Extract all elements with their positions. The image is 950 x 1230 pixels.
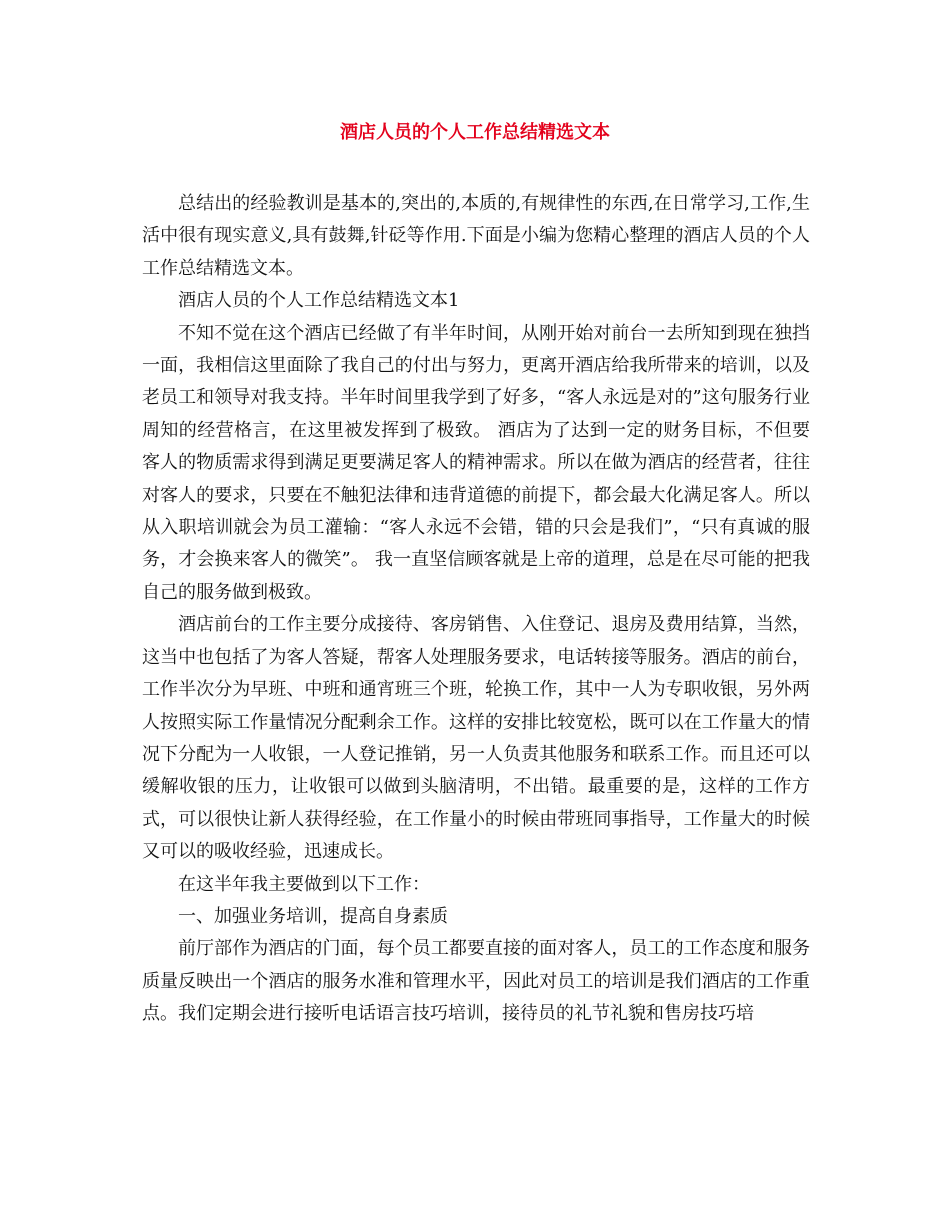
document-title: 酒店人员的个人工作总结精选文本 [340,122,610,143]
subheading-training: 一、加强业务培训，提高自身素质 [178,905,448,927]
document-body [142,188,810,1031]
body-paragraph: 在这半年我主要做到以下工作： [178,873,430,895]
body-paragraph: 酒店前台的工作主要分成接待、客房销售、入住登记、退房及费用结算，当然，这当中也包括了为客人答疑，帮客人处理服务要求，电话转接等服务。酒店的前台，工作半次分为早班、中班和通宵班三个班，轮换工作，其中一人为专职收银，另外两人按照实际工作量情况分配剩余工作。这样的安排比较宽松，既可以在工作量大的情况下分配为一人收银，一人登记推销，另一人负责其他服务和联系工作。而且还可以缓解收银的压力，让收银可以做到头脑清明，不出错。最重要的是，这样的工作方式，可以很快让新人获得经验，在工作量小的时候由带班同事指导，工作量大的时候又可以的吸收经验，迅速成长。 [142,614,810,863]
body-paragraph: 不知不觉在这个酒店已经做了有半年时间，从刚开始对前台一去所知到现在独挡一面，我相信这里面除了我自己的付出与努力，更离开酒店给我所带来的培训，以及老员工和领导对我支持。半年时间里我学到了好多，“客人永远是对的”这句服务行业周知的经营格言，在这里被发挥到了极致。 酒店为了达到一定的财务目标，不但要客人的物质需求得到满足更要满足客人的精神需求。所以在做为酒店的经营者，往往对客人的要求，只要在不触犯法律和违背道德的前提下，都会最大化满足客人。所以从入职培训就会为员工灌输：“客人永远不会错，错的只会是我们”，“只有真诚的服务，才会换来客人的微笑”。 我一直坚信顾客就是上帝的道理，总是在尽可能的把我自己的服务做到极致。 [142,322,810,603]
section-heading-text-1: 酒店人员的个人工作总结精选文本1 [178,290,460,312]
body-paragraph: 前厅部作为酒店的门面，每个员工都要直接的面对客人，员工的工作态度和服务质量反映出一个酒店的服务水准和管理水平，因此对员工的培训是我们酒店的工作重点。我们定期会进行接听电话语言技巧培训，接待员的礼节礼貌和售房技巧培 [142,938,810,1025]
intro-paragraph: 总结出的经验教训是基本的,突出的,本质的,有规律性的东西,在日常学习,工作,生活中很有现实意义,具有鼓舞,针砭等作用.下面是小编为您精心整理的酒店人员的个人工作总结精选文本。 [142,193,810,279]
